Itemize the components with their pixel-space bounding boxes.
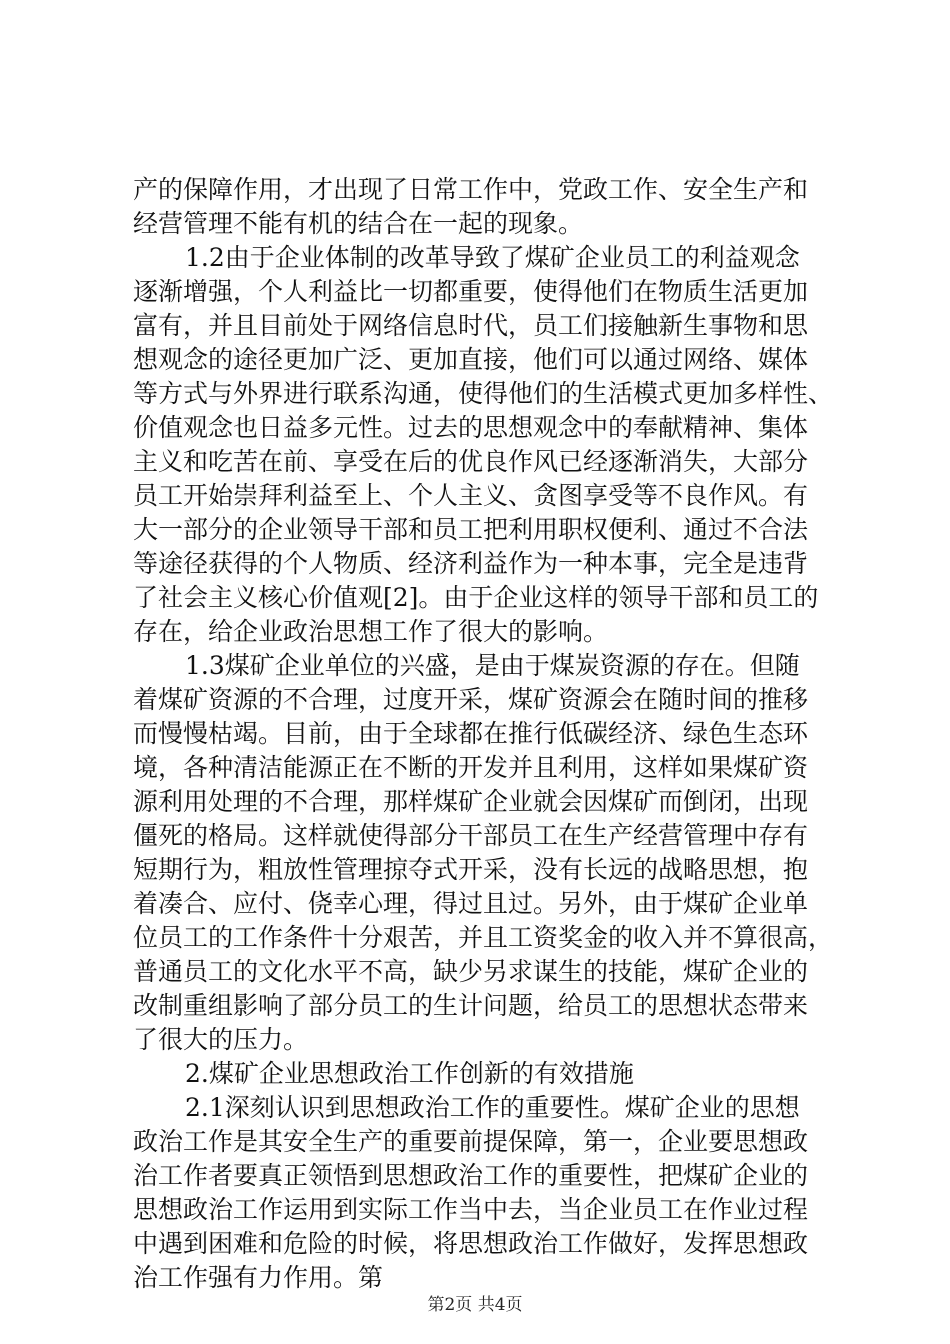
text-line: 短期行为，粗放性管理掠夺式开采，没有长远的战略思想，抱	[133, 855, 809, 884]
text-line: 员工开始崇拜利益至上、个人主义、贪图享受等不良作风。有	[133, 481, 809, 510]
text-line: 改制重组影响了部分员工的生计问题，给员工的思想状态带来	[133, 991, 809, 1020]
text-line: 富有，并且目前处于网络信息时代，员工们接触新生事物和思	[133, 311, 809, 340]
text-line: 位员工的工作条件十分艰苦，并且工资奖金的收入并不算很高，	[133, 923, 834, 952]
text-line: 普通员工的文化水平不高，缺少另求谋生的技能，煤矿企业的	[133, 957, 809, 986]
paragraph-start-line: 1.3煤矿企业单位的兴盛，是由于煤炭资源的存在。但随	[185, 651, 800, 680]
text-line: 价值观念也日益多元性。过去的思想观念中的奉献精神、集体	[133, 413, 809, 442]
text-line: 等方式与外界进行联系沟通，使得他们的生活模式更加多样性、	[133, 379, 834, 408]
text-line: 逐渐增强，个人利益比一切都重要，使得他们在物质生活更加	[133, 277, 809, 306]
text-line: 主义和吃苦在前、享受在后的优良作风已经逐渐消失，大部分	[133, 447, 809, 476]
text-line: 着凑合、应付、侥幸心理，得过且过。另外，由于煤矿企业单	[133, 889, 809, 918]
section-heading: 2.煤矿企业思想政治工作创新的有效措施	[185, 1059, 634, 1088]
text-line: 着煤矿资源的不合理，过度开采，煤矿资源会在随时间的推移	[133, 685, 809, 714]
text-line: 经营管理不能有机的结合在一起的现象。	[133, 209, 584, 238]
text-line: 产的保障作用，才出现了日常工作中，党政工作、安全生产和	[133, 175, 809, 204]
text-line: 想观念的途径更加广泛、更加直接，他们可以通过网络、媒体	[133, 345, 809, 374]
text-line: 思想政治工作运用到实际工作当中去，当企业员工在作业过程	[133, 1195, 809, 1224]
text-line: 大一部分的企业领导干部和员工把利用职权便利、通过不合法	[133, 515, 809, 544]
paragraph-start-line: 1.2由于企业体制的改革导致了煤矿企业员工的利益观念	[185, 243, 800, 272]
text-line: 治工作者要真正领悟到思想政治工作的重要性，把煤矿企业的	[133, 1161, 809, 1190]
text-line: 存在，给企业政治思想工作了很大的影响。	[133, 617, 609, 646]
paragraph-start-line: 2.1深刻认识到思想政治工作的重要性。煤矿企业的思想	[185, 1093, 800, 1122]
text-line: 等途径获得的个人物质、经济利益作为一种本事，完全是违背	[133, 549, 809, 578]
text-line: 僵死的格局。这样就使得部分干部员工在生产经营管理中存有	[133, 821, 809, 850]
text-line: 了社会主义核心价值观[2]。由于企业这样的领导干部和员工的	[133, 583, 819, 612]
text-line: 政治工作是其安全生产的重要前提保障，第一，企业要思想政	[133, 1127, 809, 1156]
page-number: 第2页 共4页	[427, 1295, 523, 1315]
text-line: 源利用处理的不合理，那样煤矿企业就会因煤矿而倒闭，出现	[133, 787, 809, 816]
text-line: 境，各种清洁能源正在不断的开发并且利用，这样如果煤矿资	[133, 753, 809, 782]
text-line: 了很大的压力。	[133, 1025, 309, 1054]
text-line: 中遇到困难和危险的时候，将思想政治工作做好，发挥思想政	[133, 1229, 809, 1258]
text-line: 治工作强有力作用。第	[133, 1263, 384, 1292]
text-line: 而慢慢枯竭。目前，由于全球都在推行低碳经济、绿色生态环	[133, 719, 809, 748]
